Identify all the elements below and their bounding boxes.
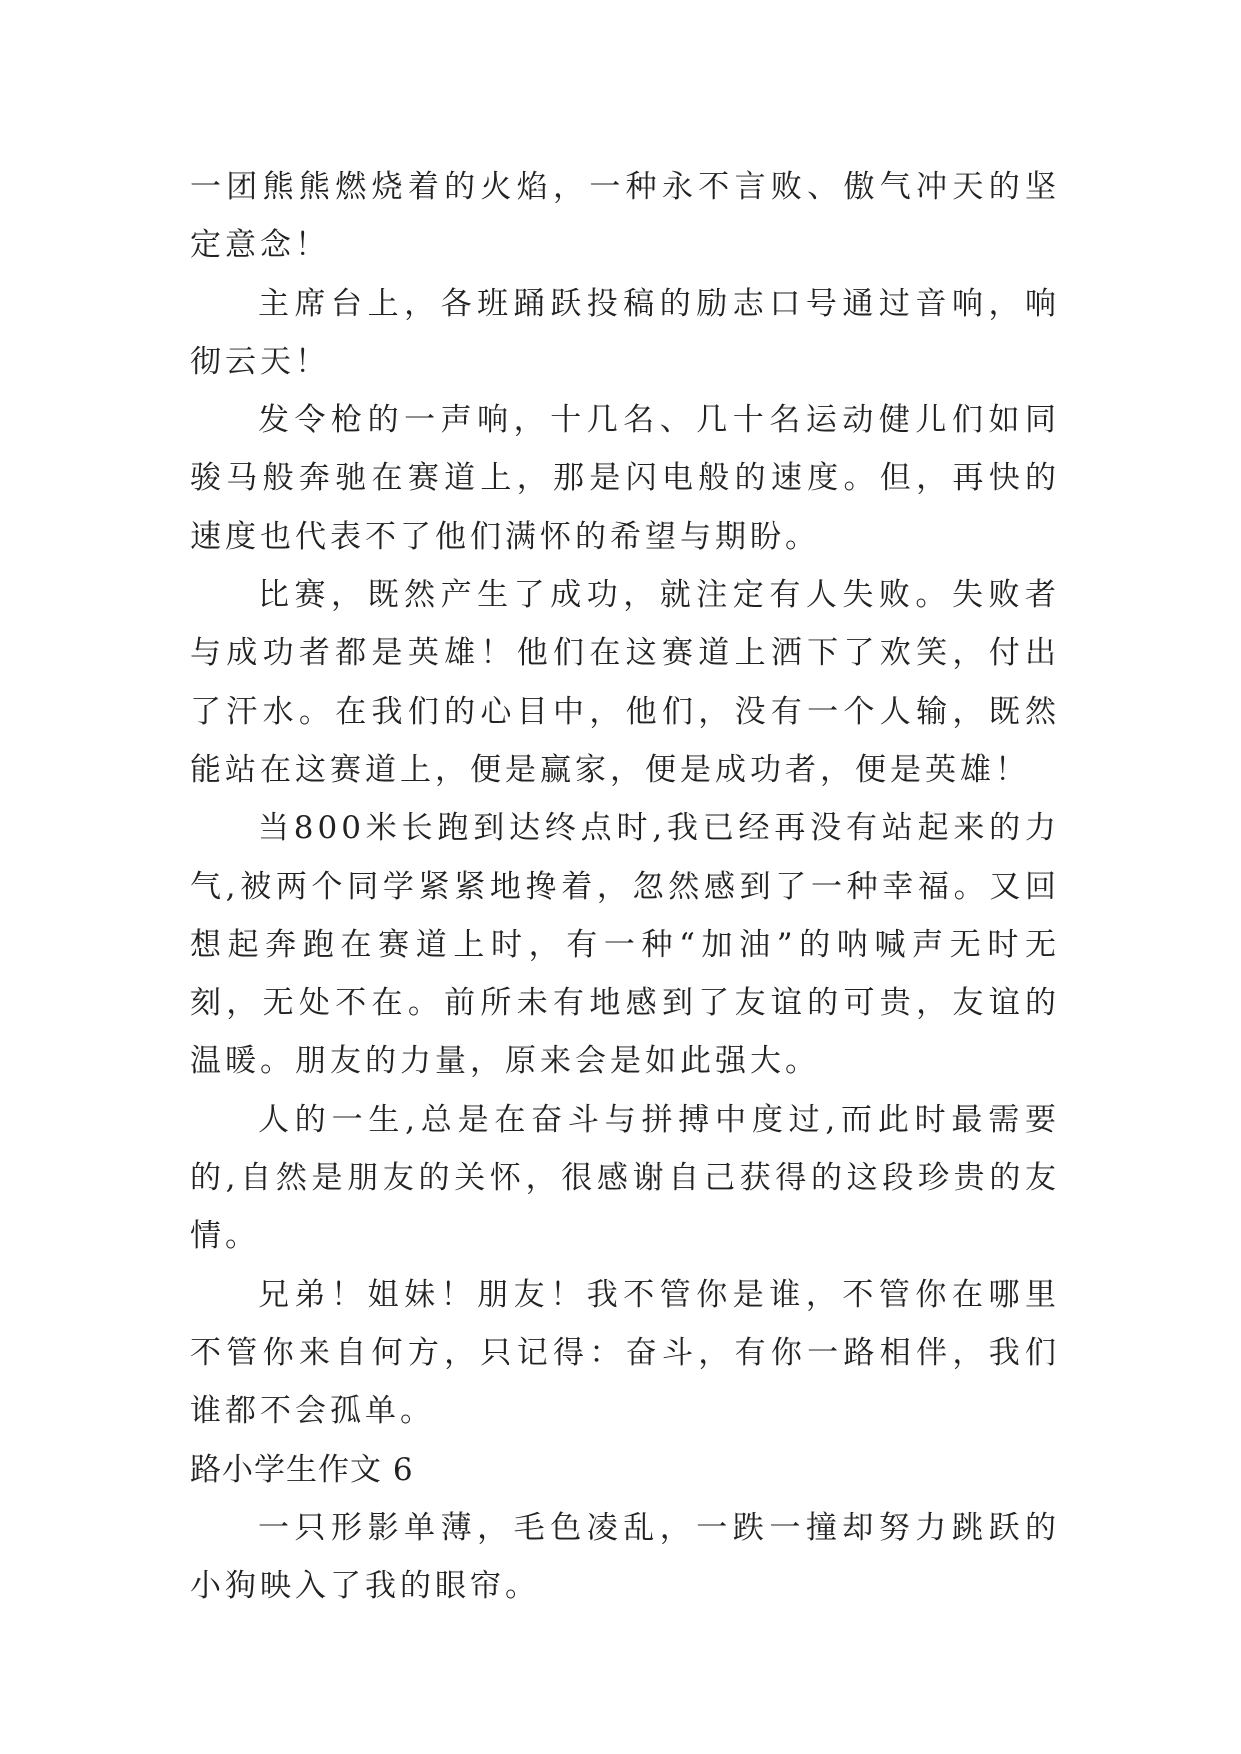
paragraph-continuation: 一团熊熊燃烧着的火焰，一种永不言败、傲气冲天的坚定意念！ (190, 169, 1060, 264)
paragraph-800m-race: 当800米长跑到达终点时,我已经再没有站起来的力气,被两个同学紧紧地搀着，忽然感到了一种幸福。又回想起奔跑在赛道上时，有一种“加油”的呐喊声无时无刻，无处不在。前所未有地感到了友谊的可贵，友谊的温暖。朋友的力量，原来会是如此强大。 (190, 810, 1060, 1080)
paragraph-little-dog: 一只形影单薄，毛色凌乱，一跌一撞却努力跳跃的小狗映入了我的眼帘。 (190, 1509, 1060, 1605)
paragraph-friendship: 人的一生,总是在奋斗与拼搏中度过,而此时最需要的,自然是朋友的关怀，很感谢自己获得的这段珍贵的友情。 (190, 1101, 1060, 1255)
paragraph-podium: 主席台上，各班踊跃投稿的励志口号通过音响，响彻云天！ (190, 285, 1060, 380)
paragraph-heroes: 比赛，既然产生了成功，就注定有人失败。失败者与成功者都是英雄！他们在这赛道上洒下了欢笑，付出了汗水。在我们的心目中，他们，没有一个人输，既然能站在这赛道上，便是赢家，便是成功者，便是英雄！ (190, 577, 1060, 788)
paragraph-brothers-sisters: 兄弟！姐妹！朋友！我不管你是谁，不管你在哪里不管你来自何方，只记得：奋斗，有你一路相伴，我们谁都不会孤单。 (190, 1276, 1060, 1430)
section-title: 路小学生作文 6 (190, 1451, 414, 1488)
paragraph-starting-gun: 发令枪的一声响，十几名、几十名运动健儿们如同骏马般奔驰在赛道上，那是闪电般的速度。但，再快的速度也代表不了他们满怀的希望与期盼。 (190, 402, 1060, 555)
document-body (190, 158, 1060, 1615)
